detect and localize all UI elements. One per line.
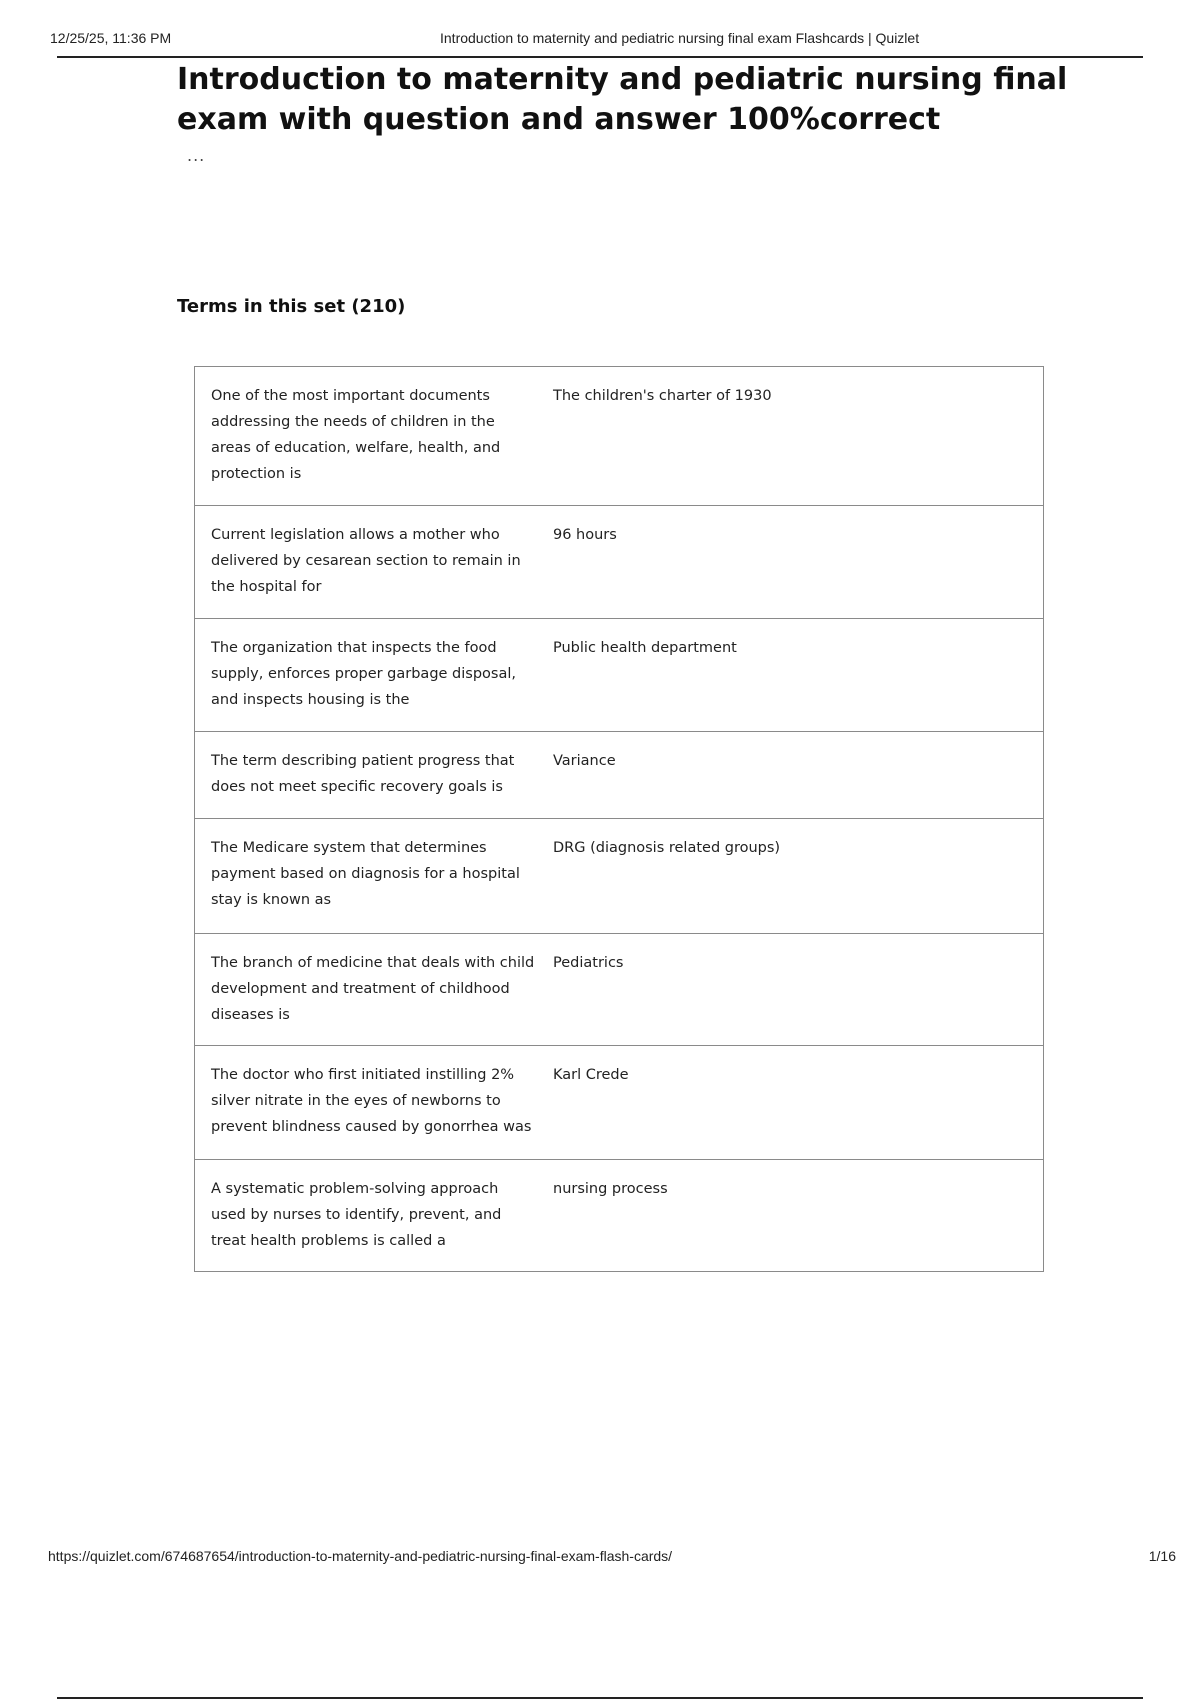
term-answer: Public health department [553, 640, 737, 656]
print-doc-title: Introduction to maternity and pediatric nursing final exam Flashcards | Quizlet [440, 30, 920, 46]
print-footer [0, 1548, 1200, 1578]
header-divider [57, 56, 1143, 58]
page-title: Introduction to maternity and pediatric nursing final exam with question and answer 100%correct [177, 62, 1068, 137]
terms-set-heading: Terms in this set (210) [177, 296, 406, 317]
term-row [195, 934, 1043, 1046]
term-row [195, 367, 1043, 506]
term-answer: Pediatrics [553, 955, 624, 971]
term-answer: Variance [553, 753, 616, 769]
terms-table [194, 366, 1044, 1272]
term-question: The Medicare system that determines payment based on diagnosis for a hospital stay is known as [211, 840, 520, 908]
term-row [195, 732, 1043, 819]
term-question: The doctor who first initiated instilling 2% silver nitrate in the eyes of newborns to prevent blindness caused by gonorrhea was [211, 1067, 532, 1135]
term-answer: nursing process [553, 1181, 668, 1197]
footer-url: https://quizlet.com/674687654/introduction-to-maternity-and-pediatric-nursing-final-exam-flash-cards/ [48, 1548, 673, 1564]
footer-divider [57, 1697, 1143, 1699]
print-header [0, 0, 1200, 60]
term-question: A systematic problem-solving approach used by nurses to identify, prevent, and treat health problems is called a [211, 1181, 502, 1249]
term-answer: DRG (diagnosis related groups) [553, 840, 781, 856]
term-question: The term describing patient progress that does not meet specific recovery goals is [211, 753, 515, 795]
term-question: The branch of medicine that deals with child development and treatment of childhood diseases is [211, 955, 535, 1023]
term-row [195, 819, 1043, 934]
term-question: One of the most important documents addressing the needs of children in the areas of education, welfare, health, and protection is [211, 388, 501, 482]
more-options-icon[interactable]: ... [187, 146, 206, 165]
term-row [195, 1160, 1043, 1272]
term-question: The organization that inspects the food supply, enforces proper garbage disposal, and inspects housing is the [211, 640, 516, 708]
term-question: Current legislation allows a mother who delivered by cesarean section to remain in the hospital for [211, 527, 521, 595]
term-row [195, 1046, 1043, 1160]
print-datetime: 12/25/25, 11:36 PM [50, 30, 172, 46]
term-answer: The children's charter of 1930 [553, 388, 772, 404]
term-row [195, 506, 1043, 619]
term-answer: 96 hours [553, 527, 617, 543]
term-answer: Karl Crede [553, 1067, 629, 1083]
term-row [195, 619, 1043, 732]
footer-page-number: 1/16 [1148, 1548, 1176, 1564]
